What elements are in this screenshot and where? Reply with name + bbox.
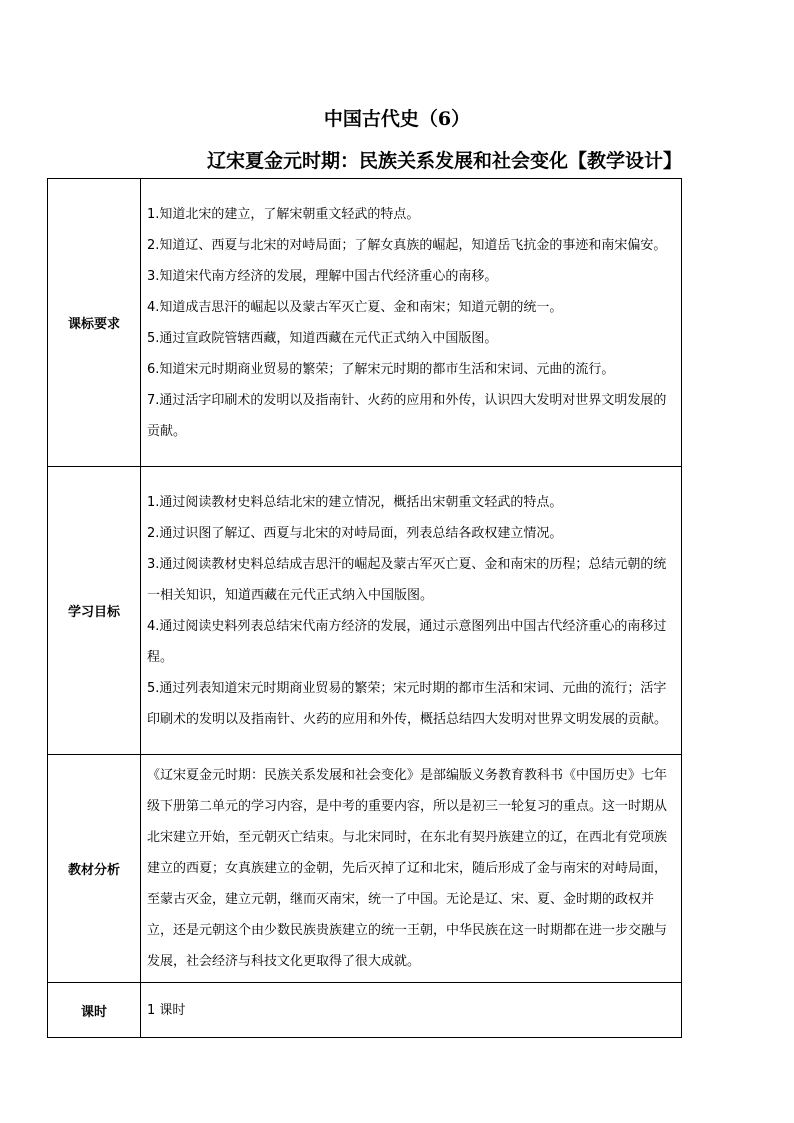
list-item: 3.知道宋代南方经济的发展，理解中国古代经济重心的南移。 — [147, 268, 498, 284]
list-item: 2.知道辽、西夏与北宋的对峙局面；了解女真族的崛起，知道岳飞抗金的事迹和南宋偏安。 — [147, 237, 667, 253]
list-item: 6.知道宋元时期商业贸易的繁荣；了解宋元时期的都市生活和宋词、元曲的流行。 — [147, 361, 615, 377]
paragraph: 《辽宋夏金元时期：民族关系发展和社会变化》是部编版义务教育教科书《中国历史》七年级下册第二单元的学习内容，是中考的重要内容，所以是初三一轮复习的重点。这一时期从北宋建立开始，至元朝灭亡结束。与北宋同时，在东北有契丹族建立的辽，在西北有党项族建立的西夏；女真族建立的金朝，先后灭掉了辽和北宋，随后形成了金与南宋的对峙局面，至蒙古灭金，建立元朝，继而灭南宋，统一了中国。无论是辽、宋、夏、金时期的政权并立，还是元朝这个由少数民族贵族建立的统一王朝，中华民族在这一时期都在进一步交融与发展，社会经济与科技文化更取得了很大成就。 — [147, 768, 668, 969]
table-row — [48, 179, 682, 467]
document-title: 中国古代史（6） — [323, 108, 471, 130]
lesson-plan-table — [47, 178, 682, 1038]
row-label: 课标要求 — [48, 179, 141, 467]
table-row — [48, 755, 682, 983]
row-label: 学习目标 — [48, 467, 141, 755]
list-item: 4.通过阅读史料列表总结宋代南方经济的发展，通过示意图列出中国古代经济重心的南移过程。 — [147, 618, 667, 665]
row-content — [141, 755, 682, 983]
row-content — [141, 983, 682, 1038]
list-item: 1.通过阅读教材史料总结北宋的建立情况，概括出宋朝重文轻武的特点。 — [147, 494, 563, 510]
list-item: 1.知道北宋的建立，了解宋朝重文轻武的特点。 — [147, 206, 420, 222]
list-item: 5.通过宣政院管辖西藏，知道西藏在元代正式纳入中国版图。 — [147, 330, 498, 346]
list-item: 7.通过活字印刷术的发明以及指南针、火药的应用和外传，认识四大发明对世界文明发展的贡献。 — [147, 392, 667, 439]
list-item: 2.通过识图了解辽、西夏与北宋的对峙局面，列表总结各政权建立情况。 — [147, 525, 563, 541]
row-content — [141, 467, 682, 755]
list-item: 3.通过阅读教材史料总结成吉思汗的崛起及蒙古军灭亡夏、金和南宋的历程；总结元朝的统一相关知识，知道西藏在元代正式纳入中国版图。 — [147, 556, 667, 603]
table-row — [48, 467, 682, 755]
list-item: 5.通过列表知道宋元时期商业贸易的繁荣；宋元时期的都市生活和宋词、元曲的流行；活字印刷术的发明以及指南针、火药的应用和外传，概括总结四大发明对世界文明发展的贡献。 — [147, 680, 668, 727]
list-item: 4.知道成吉思汗的崛起以及蒙古军灭亡夏、金和南宋；知道元朝的统一。 — [147, 299, 563, 315]
list-item: 1 课时 — [147, 1002, 186, 1018]
row-content — [141, 179, 682, 467]
table-row — [48, 983, 682, 1038]
row-label: 教材分析 — [48, 755, 141, 983]
row-label: 课时 — [48, 983, 141, 1038]
document-subtitle: 辽宋夏金元时期：民族关系发展和社会变化【教学设计】 — [206, 150, 682, 172]
